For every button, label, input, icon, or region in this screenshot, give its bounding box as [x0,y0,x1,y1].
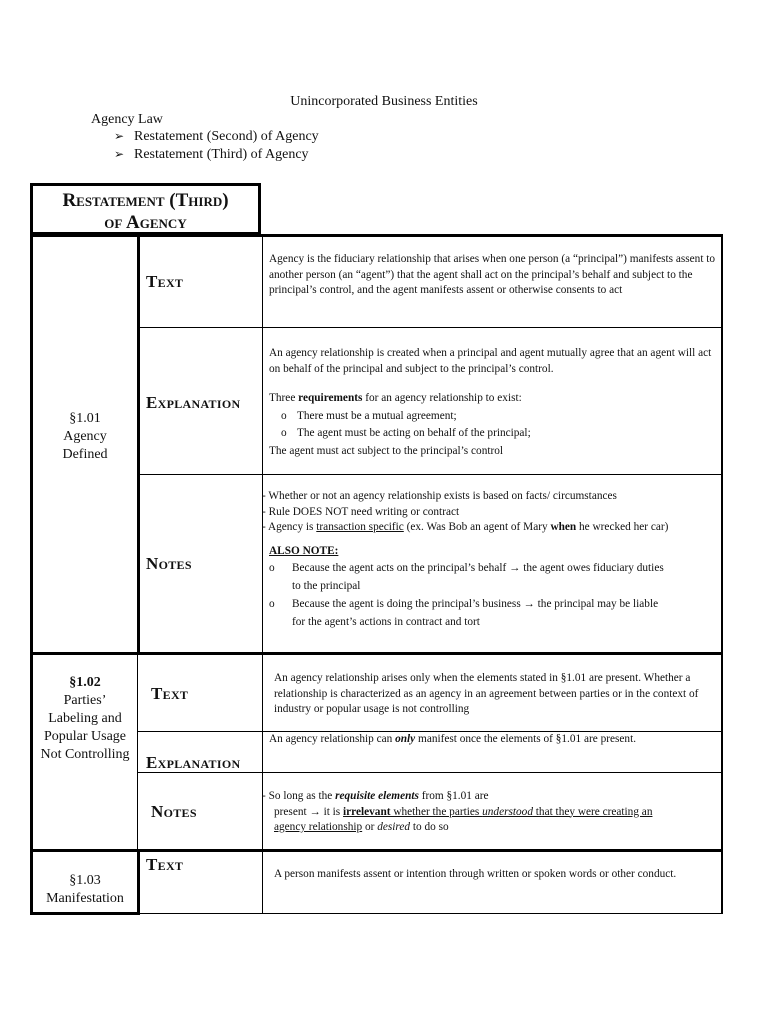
section-1-01-notes: - Whether or not an agency relationship exists is based on facts/ circumstances - Rule DOES NOT need writing or contract - Agency is transaction specific (ex. Was Bob an agent of Mary when he wrecked her car) ALSO NOTE: o Because the agent acts on the principal’s behalf → the agent owes fiduciary duties to the principal o Because the agent is doing the principal’s business → the principal may be liable for the agent’s actions in contract and tort [262,489,720,631]
section-1-01-text: Agency is the fiduciary relationship that arises when one person (a “principal”) manifests assent to another person (an “agent”) that the agent shall act on the principal’s behalf and subject to the principal’s control, and the agent manifests assent or otherwise consents to act [269,253,716,296]
arrow-bullet-icon: ➢ [114,147,125,161]
section-number: §1.02 [69,675,101,690]
section-1-01-explanation: An agency relationship is created when a principal and agent mutually agree that an agent will act on behalf of the principal and subject to the principal’s control. Three requirements for an agency relationship to exist: o There must be a mutual agreement; o The agent must be acting on behalf of the principal; The agent must act subject to the principal’s control [269,346,717,459]
text-label: Text [146,855,184,874]
circle-bullet-icon: o [281,427,287,439]
circle-bullet-icon: o [269,598,275,610]
header-line-2: of Agency [104,212,187,233]
circle-bullet-icon: o [281,409,287,422]
section-title: Manifestation [46,891,124,906]
section-title: Labeling and [48,711,122,726]
section-title: Not Controlling [40,747,130,762]
list-item: o There must be a mutual agreement; [269,409,717,425]
list-item: o Because the agent acts on the principal’s behalf → the agent owes fiduciary duties [262,559,720,577]
text-label: Text [151,684,189,703]
text-label: Text [146,272,184,291]
section-title: Defined [62,447,108,462]
section-1-02-explanation: An agency relationship can only manifest once the elements of §1.01 are present. [269,733,637,745]
section-1-02-heading [33,674,137,764]
section-title: Agency [63,429,107,444]
notes-label: Notes [151,802,197,821]
arrow-bullet-icon: ➢ [114,129,125,143]
section-number: §1.03 [69,873,101,888]
section-1-02-notes: - So long as the requisite elements from §1.01 are present → it is irrelevant whether the parties understood that they were creating an agency relationship or desired to do so [262,790,653,833]
explanation-label: Explanation [146,753,241,772]
list-item: o Because the agent is doing the principal’s business → the principal may be liable [262,595,720,613]
section-number: §1.01 [69,411,101,426]
document-title: Unincorporated Business Entities [290,94,478,109]
explanation-label: Explanation [146,393,241,412]
notes-label: Notes [146,554,192,573]
section-title: Popular Usage [43,729,127,744]
section-title: Parties’ [63,693,107,708]
topic-heading: Agency Law [91,112,163,127]
list-item: o The agent must be acting on behalf of the principal; [269,426,717,442]
bullet-item: ➢ Restatement (Second) of Agency [114,129,319,144]
header-line-1: Restatement (Third) [62,190,229,211]
also-note-heading: ALSO NOTE: [269,544,339,557]
circle-bullet-icon: o [269,562,275,574]
section-1-03-heading [33,872,137,908]
bullet-item: ➢ Restatement (Third) of Agency [114,147,309,162]
table-header-box [30,183,261,235]
section-1-01-heading [33,410,137,464]
section-1-03-text: A person manifests assent or intention through written or spoken words or other conduct. [274,868,677,880]
section-1-02-text: An agency relationship arises only when the elements stated in §1.01 are present. Whether a relationship is characterized as an agency in an agreement between parties or in the context of industry or popular usage is not controlling [274,672,699,715]
